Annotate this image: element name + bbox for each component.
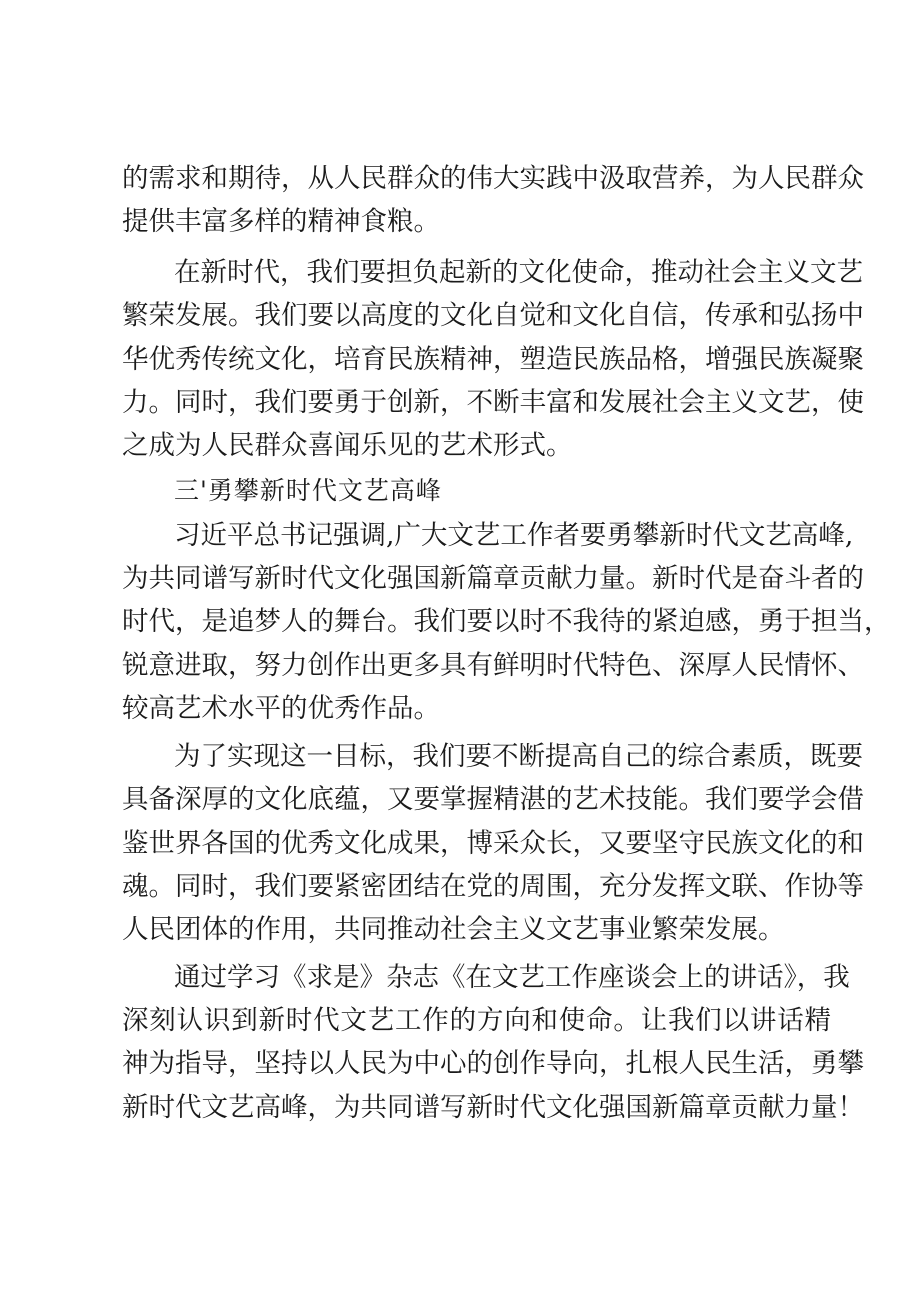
paragraph-line: 为了实现这一目标，我们要不断提高自己的综合素质，既要 bbox=[174, 741, 863, 772]
paragraph-line: 提供丰富多样的精神食粮。 bbox=[122, 206, 440, 237]
paragraph-line: 为共同谱写新时代文化强国新篇章贡献力量。新时代是奋斗者的 bbox=[122, 563, 864, 594]
paragraph-line: 鉴世界各国的优秀文化成果，博采众长，又要坚守民族文化的和 bbox=[122, 828, 864, 859]
paragraph-line: 较高艺术水平的优秀作品。 bbox=[122, 693, 440, 724]
paragraph-line: 神为指导，坚持以人民为中心的创作导向，扎根人民生活，勇攀 bbox=[122, 1048, 864, 1079]
paragraph-line: 魂。同时，我们要紧密团结在党的周围，充分发挥文联、作协等 bbox=[122, 871, 864, 902]
section-heading: 三'勇攀新时代文艺高峰 bbox=[174, 476, 442, 505]
paragraph-line: 的需求和期待，从人民群众的伟大实践中汲取营养，为人民群众 bbox=[122, 163, 864, 194]
paragraph-line: 力。同时，我们要勇于创新，不断丰富和发展社会主义文艺，使 bbox=[122, 387, 864, 418]
paragraph-line: 深刻认识到新时代文艺工作的方向和使命。让我们以讲话精 bbox=[122, 1005, 832, 1036]
paragraph-line: 锐意进取，努力创作出更多具有鲜明时代特色、深厚人民情怀、 bbox=[122, 650, 864, 681]
paragraph-line: 习近平总书记强调,广大文艺工作者要勇攀新时代文艺高峰, bbox=[174, 520, 854, 551]
paragraph-line: 华优秀传统文化，培育民族精神，塑造民族品格，增强民族凝聚 bbox=[122, 344, 864, 375]
paragraph-line: 时代，是追梦人的舞台。我们要以时不我待的紧迫感，勇于担当， bbox=[122, 606, 891, 637]
paragraph-line: 新时代文艺高峰，为共同谱写新时代文化强国新篇章贡献力量！ bbox=[122, 1092, 864, 1123]
paragraph-line: 通过学习《求是》杂志《在文艺工作座谈会上的讲话》，我 bbox=[174, 962, 850, 993]
paragraph-line: 人民团体的作用，共同推动社会主义文艺事业繁荣发展。 bbox=[122, 914, 785, 945]
paragraph-line: 在新时代，我们要担负起新的文化使命，推动社会主义文艺 bbox=[174, 257, 863, 288]
paragraph-line: 具备深厚的文化底蕴，又要掌握精湛的艺术技能。我们要学会借 bbox=[122, 784, 864, 815]
paragraph-line: 之成为人民群众喜闻乐见的艺术形式。 bbox=[122, 430, 573, 461]
paragraph-line: 繁荣发展。我们要以高度的文化自觉和文化自信，传承和弘扬中 bbox=[122, 300, 864, 331]
